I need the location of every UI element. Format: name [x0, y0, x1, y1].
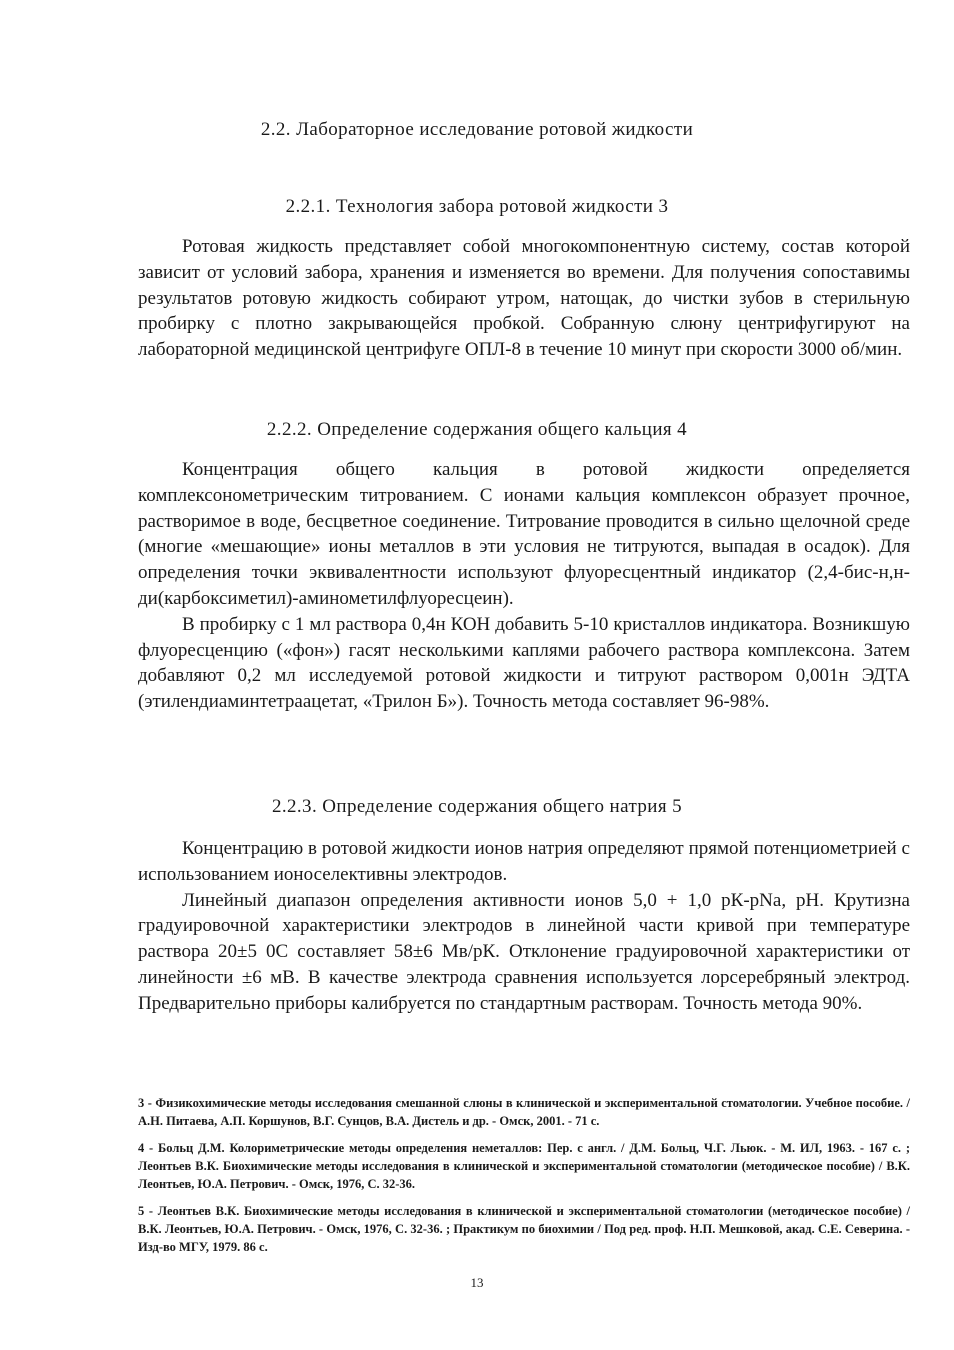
paragraph: Линейный диапазон определения активности ионов 5,0 + 1,0 рК-рNа, рН. Крутизна градуировочной характеристики электродов в линейной части кривой при температуре раствора 20±5 0С составляет 58±6 Мв/рК. Отклонение градуировочной характеристики от линейности ±6 мВ. В качестве электрода сравнения используется лорсеребряный электрод. Предварительно приборы калибруется по стандартным растворам. Точность метода 90%. — [138, 889, 910, 1014]
subsection-title-2-2-2: 2.2.2. Определение содержания общего кальция 4 — [266, 419, 688, 440]
subsection-title-2-2-3: 2.2.3. Определение содержания общего натрия 5 — [271, 796, 683, 817]
section-title: 2.2. Лабораторное исследование ротовой жидкости — [260, 119, 694, 140]
footnote-4: 4 - Больц Д.М. Колориметрические методы определения неметаллов: Пер. с англ. / Д.М. Больц, Ч.Г. Льюк. - М. ИЛ, 1963. - 167 с. ; Леонтьев В.К. Биохимические методы исследования в клинической и экспериментальной стоматологии (методическое пособие) / В.К. Леонтьев, Ю.А. Петрович. - Омск, 1976, С. 32-36. — [138, 1141, 910, 1191]
footnotes — [138, 1094, 910, 1265]
paragraph: Концентрация общего кальция в ротовой жидкости определяется комплексонометрическим титрованием. С ионами кальция комплексон образует прочное, растворимое в воде, бесцветное соединение. Титрование проводится в сильно щелочной среде (многие «мешающие» ионы металлов в эти условия не титруются, выпадая в осадок). Для определения точки эквивалентности используют флуоресцентный индикатор (2,4-бис-н,н-ди(карбоксиметил)-аминометилфлуоресцеин). — [138, 459, 910, 609]
subsection-body-2-2-2 — [138, 457, 910, 715]
subsection-body-2-2-1 — [138, 234, 910, 363]
paragraph: Ротовая жидкость представляет собой многокомпонентную систему, состав которой зависит от условий забора, хранения и изменяется во времени. Для получения сопоставимы результатов ротовую жидкость собирают утром, натощак, до чистки зубов в стерильную пробирку с плотно закрывающейся пробкой. Собранную слюну центрифугируют на лабораторной медицинской центрифуге ОПЛ-8 в течение 10 минут при скорости 3000 об/мин. — [138, 236, 910, 361]
page-number: 13 — [470, 1275, 484, 1290]
footnote-3: 3 - Физикохимические методы исследования смешанной слюны в клинической и экспериментальной стоматологии. Учебное пособие. / А.Н. Питаева, А.П. Коршунов, В.Г. Сунцов, В.А. Дистель и др. - Омск, 2001. - 71 с. — [138, 1096, 910, 1128]
paragraph: Концентрацию в ротовой жидкости ионов натрия определяют прямой потенциометрией с использованием ионоселективны электродов. — [138, 838, 910, 885]
subsection-body-2-2-3 — [138, 836, 910, 1017]
footnote-5: 5 - Леонтьев В.К. Биохимические методы исследования в клинической и экспериментальной стоматологии (методическое пособие) / В.К. Леонтьев, Ю.А. Петрович. - Омск, 1976, С. 32-36. ; Практикум по биохимии / Под ред. проф. Н.П. Мешковой, акад. С.Е. Северина. - Изд-во МГУ, 1979. 86 с. — [138, 1204, 910, 1254]
paragraph: В пробирку с 1 мл раствора 0,4н КОН добавить 5-10 кристаллов индикатора. Возникшую флуоресценцию («фон») гасят несколькими каплями рабочего раствора комплексона. Затем добавляют 0,2 мл исследуемой ротовой жидкости и титруют раствором 0,001н ЭДТА (этилендиаминтетраацетат, «Трилон Б»). Точность метода составляет 96-98%. — [138, 613, 910, 713]
subsection-title-2-2-1: 2.2.1. Технология забора ротовой жидкости 3 — [285, 196, 669, 217]
